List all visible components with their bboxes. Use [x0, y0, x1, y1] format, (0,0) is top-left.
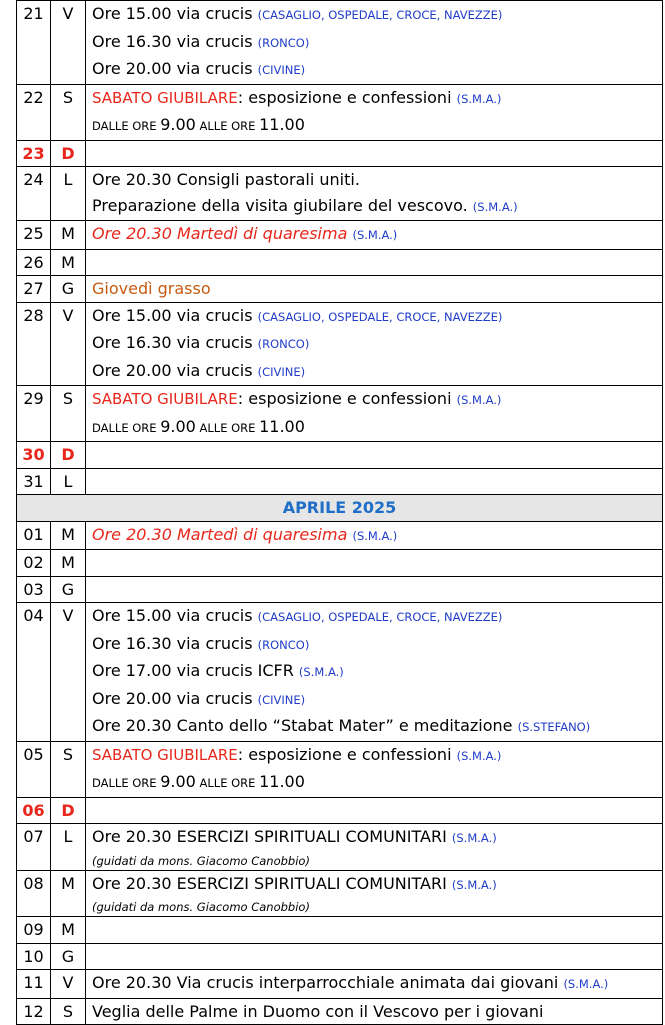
events-cell	[86, 302, 663, 386]
day-number: 03	[17, 576, 51, 603]
event-text: Ore 16.30 via crucis	[92, 31, 258, 51]
event-line	[86, 742, 662, 770]
location-tag: (S.M.A.)	[456, 393, 502, 407]
event-line	[86, 658, 662, 686]
day-number: 28	[17, 302, 51, 386]
event-line	[86, 1, 662, 29]
weekday-letter: G	[51, 276, 86, 303]
day-number: 26	[17, 249, 51, 276]
event-text: Preparazione della visita giubilare del vescovo.	[92, 195, 473, 215]
table-row	[17, 140, 663, 167]
table-row	[17, 824, 663, 871]
events-cell	[86, 970, 663, 999]
events-cell	[86, 521, 663, 550]
event-text: Ore 20.30 Martedì di quaresima	[92, 524, 348, 544]
events-cell	[86, 824, 663, 871]
events-cell	[86, 442, 663, 469]
event-text: Ore 20.00 via crucis	[92, 688, 258, 708]
event-note: (guidati da mons. Giacomo Canobbio)	[92, 900, 310, 914]
event-text: SABATO GIUBILARE	[92, 745, 238, 764]
empty-line	[86, 798, 662, 824]
weekday-letter: S	[51, 998, 86, 1025]
event-line	[86, 56, 662, 84]
event-text: ALLE ORE	[195, 420, 260, 435]
day-number: 11	[17, 970, 51, 999]
location-tag: (S.STEFANO)	[517, 720, 591, 734]
empty-line	[86, 917, 662, 943]
event-text: Veglia delle Palme in Duomo con il Vescovo per i giovani	[92, 1001, 544, 1021]
event-text: : esposizione e confessioni	[237, 744, 457, 764]
month-header-section	[17, 495, 663, 522]
table-row	[17, 797, 663, 824]
empty-line	[86, 442, 662, 468]
month-header-row	[17, 495, 663, 522]
weekday-letter: D	[51, 797, 86, 824]
event-line	[86, 358, 662, 386]
empty-line	[86, 250, 662, 276]
events-cell	[86, 276, 663, 303]
weekday-letter: D	[51, 140, 86, 167]
events-cell	[86, 1, 663, 85]
table-row	[17, 84, 663, 140]
table-row	[17, 521, 663, 550]
day-number: 22	[17, 84, 51, 140]
event-text: Ore 20.30 Martedì di quaresima	[92, 224, 348, 243]
table-row	[17, 221, 663, 250]
table-row	[17, 741, 663, 797]
event-text: Ore 20.30 Consigli pastorali uniti.	[92, 170, 360, 189]
location-tag: (S.M.A.)	[456, 91, 502, 106]
event-line	[86, 824, 662, 852]
weekday-letter: V	[51, 302, 86, 386]
location-tag: (RONCO)	[257, 35, 310, 50]
table-row	[17, 576, 663, 603]
events-cell	[86, 550, 663, 577]
events-cell	[86, 386, 663, 442]
location-tag: (S.M.A.)	[451, 877, 497, 892]
april-rows	[17, 521, 663, 1025]
location-tag: (S.M.A.)	[352, 528, 398, 543]
day-number: 31	[17, 468, 51, 495]
march-rows	[17, 1, 663, 495]
event-line	[86, 386, 662, 414]
table-row	[17, 870, 663, 917]
weekday-letter: V	[51, 603, 86, 742]
weekday-letter: S	[51, 84, 86, 140]
location-tag: (CIVINE)	[257, 692, 306, 707]
weekday-letter: L	[51, 468, 86, 495]
table-row	[17, 302, 663, 386]
events-cell	[86, 249, 663, 276]
event-text: Ore 15.00 via crucis	[92, 606, 258, 625]
weekday-letter: M	[51, 870, 86, 917]
day-number: 08	[17, 870, 51, 917]
day-number: 07	[17, 824, 51, 871]
day-number: 01	[17, 521, 51, 550]
weekday-letter: S	[51, 386, 86, 442]
event-text: Ore 16.30 via crucis	[92, 333, 258, 352]
event-line	[86, 686, 662, 714]
day-number: 25	[17, 221, 51, 250]
event-text: Ore 15.00 via crucis	[92, 305, 258, 325]
event-line	[86, 330, 662, 358]
location-tag: (S.M.A.)	[352, 228, 398, 242]
empty-line	[86, 944, 662, 970]
event-text: Ore 20.30 Via crucis interparrocchiale animata dai giovani	[92, 973, 564, 992]
event-text: SABATO GIUBILARE	[92, 88, 238, 107]
weekday-letter: S	[51, 741, 86, 797]
event-note: (guidati da mons. Giacomo Canobbio)	[92, 853, 310, 868]
events-cell	[86, 741, 663, 797]
day-number: 12	[17, 998, 51, 1025]
location-tag: (RONCO)	[257, 337, 310, 351]
event-text: 11.00	[259, 416, 305, 436]
event-line	[86, 414, 662, 442]
empty-line	[86, 469, 662, 495]
table-row	[17, 1, 663, 85]
location-tag: (CASAGLIO, OSPEDALE, CROCE, NAVEZZE)	[257, 309, 503, 324]
event-line	[86, 970, 662, 998]
event-line	[86, 522, 662, 550]
table-row	[17, 917, 663, 944]
event-text: ALLE ORE	[195, 776, 260, 790]
event-line	[86, 276, 662, 302]
table-row	[17, 550, 663, 577]
location-tag: (S.M.A.)	[298, 665, 344, 679]
weekday-letter: V	[51, 1, 86, 85]
weekday-letter: G	[51, 943, 86, 970]
event-text: DALLE ORE	[92, 420, 161, 435]
event-line	[86, 999, 662, 1025]
table-row	[17, 970, 663, 999]
month-header: APRILE 2025	[17, 495, 663, 522]
day-number: 27	[17, 276, 51, 303]
day-number: 06	[17, 797, 51, 824]
event-line	[86, 713, 662, 741]
event-text: Ore 20.00 via crucis	[92, 59, 258, 78]
events-cell	[86, 167, 663, 221]
day-number: 21	[17, 1, 51, 85]
event-text: DALLE ORE	[92, 119, 161, 133]
event-text: Ore 15.00 via crucis	[92, 4, 258, 23]
event-line	[86, 112, 662, 140]
weekday-letter: V	[51, 970, 86, 999]
calendar-table	[16, 0, 663, 1025]
location-tag: (S.M.A.)	[563, 977, 609, 991]
event-text: SABATO GIUBILARE	[92, 390, 238, 408]
events-cell	[86, 917, 663, 944]
events-cell	[86, 870, 663, 917]
event-text: 9.00	[160, 416, 196, 436]
event-text: Ore 20.30 Canto dello “Stabat Mater” e meditazione	[92, 716, 518, 735]
event-line	[86, 221, 662, 249]
events-cell	[86, 576, 663, 603]
table-row	[17, 442, 663, 469]
location-tag: (RONCO)	[257, 637, 310, 652]
weekday-letter: M	[51, 221, 86, 250]
weekday-letter: M	[51, 917, 86, 944]
table-row	[17, 998, 663, 1025]
day-number: 09	[17, 917, 51, 944]
event-text: 9.00	[160, 772, 196, 791]
weekday-letter: M	[51, 550, 86, 577]
events-cell	[86, 603, 663, 742]
location-tag: (S.M.A.)	[456, 748, 502, 763]
table-row	[17, 249, 663, 276]
table-row	[17, 167, 663, 221]
location-tag: (CIVINE)	[257, 63, 306, 77]
event-line	[86, 193, 662, 221]
events-cell	[86, 468, 663, 495]
empty-line	[86, 550, 662, 576]
day-number: 24	[17, 167, 51, 221]
location-tag: (CASAGLIO, OSPEDALE, CROCE, NAVEZZE)	[257, 610, 503, 624]
event-text: 11.00	[259, 115, 305, 134]
day-number: 29	[17, 386, 51, 442]
location-tag: (CIVINE)	[257, 364, 306, 379]
day-number: 23	[17, 140, 51, 167]
table-row	[17, 943, 663, 970]
location-tag: (S.M.A.)	[472, 199, 518, 214]
day-number: 05	[17, 741, 51, 797]
event-text: 11.00	[259, 772, 305, 791]
event-text: : esposizione e confessioni	[237, 389, 457, 408]
event-line	[86, 631, 662, 659]
table-row	[17, 468, 663, 495]
weekday-letter: M	[51, 521, 86, 550]
weekday-letter: D	[51, 442, 86, 469]
day-number: 04	[17, 603, 51, 742]
day-number: 02	[17, 550, 51, 577]
event-text: ALLE ORE	[195, 119, 260, 133]
location-tag: (S.M.A.)	[451, 831, 497, 845]
events-cell	[86, 998, 663, 1025]
events-cell	[86, 943, 663, 970]
event-line	[86, 303, 662, 331]
event-line	[86, 167, 662, 193]
table-row	[17, 276, 663, 303]
event-line	[86, 769, 662, 797]
events-cell	[86, 221, 663, 250]
event-line	[86, 871, 662, 899]
events-cell	[86, 797, 663, 824]
events-cell	[86, 140, 663, 167]
event-line	[86, 85, 662, 113]
event-text: : esposizione e confessioni	[237, 87, 457, 107]
event-line	[86, 603, 662, 631]
empty-line	[86, 577, 662, 603]
event-text: Ore 20.30 ESERCIZI SPIRITUALI COMUNITARI	[92, 827, 452, 846]
event-text: 9.00	[160, 115, 196, 134]
events-cell	[86, 84, 663, 140]
weekday-letter: L	[51, 167, 86, 221]
table-row	[17, 386, 663, 442]
weekday-letter: G	[51, 576, 86, 603]
day-number: 10	[17, 943, 51, 970]
table-row	[17, 603, 663, 742]
weekday-letter: M	[51, 249, 86, 276]
weekday-letter: L	[51, 824, 86, 871]
event-text: Ore 20.30 ESERCIZI SPIRITUALI COMUNITARI	[92, 873, 452, 893]
event-text: DALLE ORE	[92, 776, 161, 790]
event-text: Ore 17.00 via crucis ICFR	[92, 661, 299, 680]
event-text: Ore 20.00 via crucis	[92, 360, 258, 380]
day-number: 30	[17, 442, 51, 469]
location-tag: (CASAGLIO, OSPEDALE, CROCE, NAVEZZE)	[257, 8, 503, 22]
event-line	[86, 29, 662, 57]
event-text: Giovedì grasso	[92, 279, 211, 298]
empty-line	[86, 141, 662, 167]
event-text: Ore 16.30 via crucis	[92, 633, 258, 653]
